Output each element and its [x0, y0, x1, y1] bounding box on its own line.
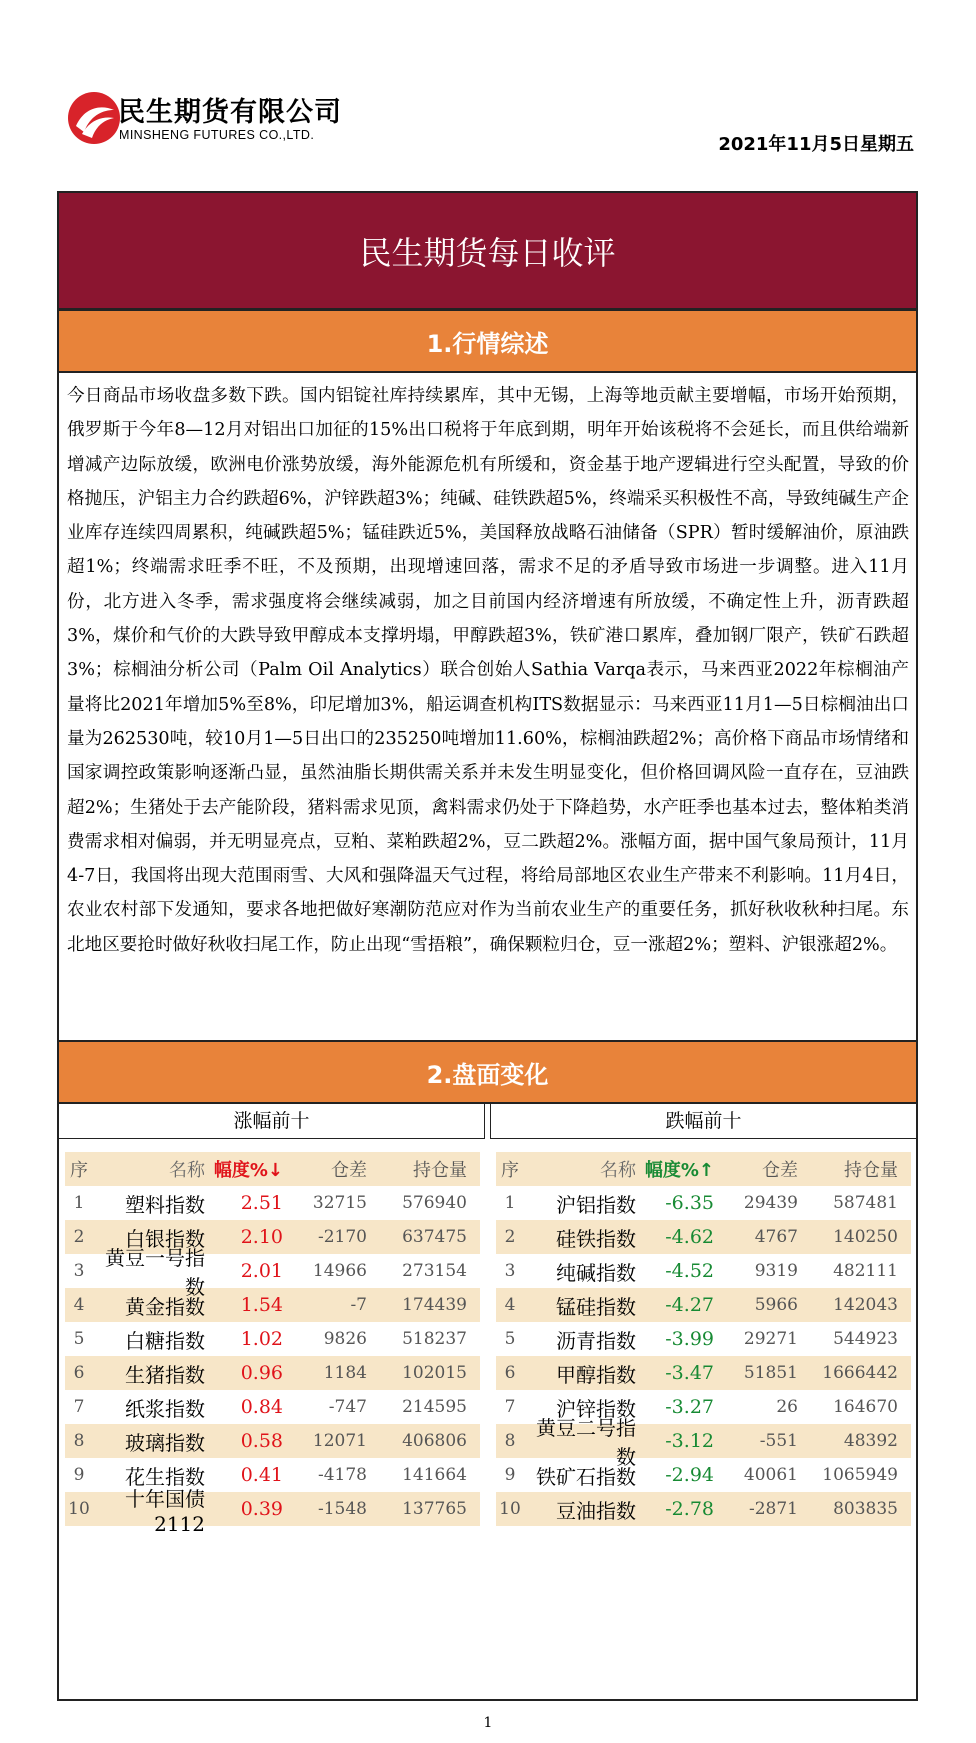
- section-market-summary-title: 1.行情综述: [59, 309, 916, 373]
- col-open-interest-cell: 273154: [402, 1261, 467, 1281]
- col-name-cell: 硅铁指数: [556, 1226, 636, 1251]
- col-index-header: 序: [501, 1160, 519, 1181]
- table-row: [496, 1254, 911, 1288]
- gainers-table-title: 涨幅前十: [59, 1104, 485, 1139]
- col-index-cell: 8: [73, 1431, 85, 1451]
- table-row: [496, 1322, 911, 1356]
- col-name-cell: 纸浆指数: [125, 1396, 205, 1421]
- col-oi-change-cell: 40061: [743, 1465, 798, 1485]
- logo-mark-icon: [66, 90, 122, 146]
- col-change-pct-header[interactable]: 幅度%↑: [644, 1160, 714, 1181]
- col-change-pct-cell: 1.54: [240, 1294, 283, 1316]
- col-name-cell: 花生指数: [125, 1464, 205, 1489]
- col-change-pct-cell: -2.78: [665, 1498, 714, 1520]
- col-index-cell: 1: [504, 1193, 516, 1213]
- col-open-interest-cell: 576940: [402, 1193, 467, 1213]
- table-row: [496, 1356, 911, 1390]
- table-row: [65, 1322, 480, 1356]
- col-oi-change-cell: 9826: [323, 1329, 367, 1349]
- report-date: 2021年11月5日星期五: [718, 134, 914, 155]
- col-name-cell: 铁矿石指数: [536, 1464, 636, 1489]
- col-change-pct-cell: 0.58: [240, 1430, 283, 1452]
- col-open-interest-cell: 174439: [402, 1295, 467, 1315]
- col-change-pct-cell: -4.52: [665, 1260, 714, 1282]
- col-name-cell: 甲醇指数: [556, 1362, 636, 1387]
- col-index-cell: 8: [504, 1431, 516, 1451]
- col-oi-change-cell: -1548: [317, 1499, 367, 1519]
- col-change-pct-cell: 2.51: [240, 1192, 283, 1214]
- col-name-cell: 黄豆一号指数: [105, 1246, 205, 1299]
- col-oi-change-cell: 29271: [743, 1329, 798, 1349]
- col-name-cell: 黄金指数: [125, 1294, 205, 1319]
- col-open-interest-cell: 137765: [402, 1499, 467, 1519]
- col-index-cell: 10: [68, 1499, 90, 1519]
- table-header-row: [65, 1152, 480, 1186]
- losers-table-title: 跌幅前十: [490, 1104, 916, 1139]
- col-open-interest-cell: 637475: [402, 1227, 467, 1247]
- col-name-cell: 沪锌指数: [556, 1396, 636, 1421]
- col-name-cell: 黄豆二号指数: [536, 1416, 636, 1469]
- col-open-interest-cell: 48392: [843, 1431, 898, 1451]
- col-index-cell: 9: [73, 1465, 85, 1485]
- col-change-pct-cell: -3.99: [665, 1328, 714, 1350]
- table-row: [65, 1186, 480, 1220]
- col-oi-change-cell: 9319: [754, 1261, 798, 1281]
- col-name-cell: 沪铝指数: [556, 1192, 636, 1217]
- col-name-cell: 沥青指数: [556, 1328, 636, 1353]
- col-index-cell: 3: [73, 1261, 85, 1281]
- col-oi-change-cell: 26: [776, 1397, 798, 1417]
- col-open-interest-cell: 164670: [833, 1397, 898, 1417]
- table-row: [496, 1186, 911, 1220]
- col-oi-change-cell: -2170: [317, 1227, 367, 1247]
- col-index-cell: 4: [73, 1295, 85, 1315]
- col-index-cell: 7: [504, 1397, 516, 1417]
- col-name-cell: 白银指数: [125, 1226, 205, 1251]
- col-oi-change-cell: 1184: [323, 1363, 367, 1383]
- col-oi-change-cell: -2871: [748, 1499, 798, 1519]
- col-change-pct-cell: 0.41: [240, 1464, 283, 1486]
- col-index-cell: 2: [504, 1227, 516, 1247]
- col-change-pct-cell: 2.10: [240, 1226, 283, 1248]
- col-index-cell: 9: [504, 1465, 516, 1485]
- report-title: 民生期货每日收评: [59, 193, 916, 310]
- col-name-cell: 纯碱指数: [556, 1260, 636, 1285]
- col-change-pct-cell: -3.27: [665, 1396, 714, 1418]
- col-oi-change-header: 仓差: [762, 1160, 798, 1181]
- col-name-cell: 玻璃指数: [125, 1430, 205, 1455]
- col-open-interest-cell: 142043: [833, 1295, 898, 1315]
- col-change-pct-cell: -2.94: [665, 1464, 714, 1486]
- col-open-interest-cell: 803835: [833, 1499, 898, 1519]
- col-open-interest-cell: 544923: [833, 1329, 898, 1349]
- col-index-cell: 3: [504, 1261, 516, 1281]
- col-index-cell: 5: [73, 1329, 85, 1349]
- table-row: [65, 1356, 480, 1390]
- col-name-cell: 白糖指数: [125, 1328, 205, 1353]
- col-change-pct-cell: 0.39: [240, 1498, 283, 1520]
- company-name-cn: 民生期货有限公司: [118, 97, 342, 128]
- col-change-pct-cell: -3.12: [665, 1430, 714, 1452]
- table-header-row: [496, 1152, 911, 1186]
- col-open-interest-cell: 140250: [833, 1227, 898, 1247]
- gainers-table: [59, 1104, 485, 1574]
- col-change-pct-cell: -4.27: [665, 1294, 714, 1316]
- col-index-cell: 1: [73, 1193, 85, 1213]
- col-name-cell: 生猪指数: [125, 1362, 205, 1387]
- col-name-cell: 豆油指数: [556, 1498, 636, 1523]
- col-index-cell: 6: [504, 1363, 516, 1383]
- col-oi-change-cell: -7: [350, 1295, 367, 1315]
- col-name-header: 名称: [600, 1160, 636, 1181]
- page-number: 1: [483, 1715, 493, 1731]
- col-name-cell: 十年国债2112: [125, 1486, 205, 1536]
- col-open-interest-cell: 587481: [833, 1193, 898, 1213]
- table-row: [496, 1416, 911, 1469]
- table-row: [65, 1486, 480, 1536]
- col-change-pct-header[interactable]: 幅度%↓: [213, 1160, 283, 1181]
- col-open-interest-header: 持仓量: [844, 1160, 898, 1181]
- col-change-pct-cell: 0.84: [240, 1396, 283, 1418]
- col-oi-change-header: 仓差: [331, 1160, 367, 1181]
- col-open-interest-cell: 406806: [402, 1431, 467, 1451]
- col-oi-change-cell: 32715: [312, 1193, 367, 1213]
- col-oi-change-cell: -4178: [317, 1465, 367, 1485]
- col-oi-change-cell: 51851: [743, 1363, 798, 1383]
- company-name-en: MINSHENG FUTURES CO.,LTD.: [119, 128, 315, 142]
- col-change-pct-cell: 2.01: [240, 1260, 283, 1282]
- col-open-interest-cell: 482111: [833, 1261, 898, 1281]
- col-open-interest-cell: 102015: [402, 1363, 467, 1383]
- market-summary-text: 今日商品市场收盘多数下跌。国内铝锭社库持续累库，其中无锡，上海等地贡献主要增幅，市场开始预期，俄罗斯于今年8—12月对铝出口加征的15%出口税将于年底到期，明年开始该税将不会延长，而且供给端新增减产边际放缓，欧洲电价涨势放缓，海外能源危机有所缓和，资金基于地产逻辑进行空头配置，导致的价格抛压，沪铝主力合约跌超6%，沪锌跌超3%；纯碱、硅铁跌超5%，终端采买积极性不高，导致纯碱生产企业库存连续四周累积，纯碱跌超5%；锰硅跌近5%，美国释放战略石油储备（SPR）暂时缓解油价，原油跌超1%；终端需求旺季不旺，不及预期，出现增速回落，需求不足的矛盾导致市场进一步调整。进入11月份，北方进入冬季，需求强度将会继续减弱，加之目前国内经济增速有所放缓，不确定性上升，沥青跌超3%，煤价和气价的大跌导致甲醇成本支撑坍塌，甲醇跌超3%，铁矿港口累库，叠加钢厂限产，铁矿石跌超3%；棕榈油分析公司（Palm Oil Analytics）联合创始人Sathia Varqa表示，马来西亚2022年棕榈油产量将比2021年增加5%至8%，印尼增加3%，船运调查机构ITS数据显示：马来西亚11月1—5日棕榈油出口量为262530吨，较10月1—5日出口的235250吨增加11.60%，棕榈油跌超2%；高价格下商品市场情绪和国家调控政策影响逐渐凸显，虽然油脂长期供需关系并未发生明显变化，但价格回调风险一直存在，豆油跌超2%；生猪处于去产能阶段，猪料需求见顶，禽料需求仍处于下降趋势，水产旺季也基本过去，整体粕类消费需求相对偏弱，并无明显亮点，豆粕、菜粕跌超2%，豆二跌超2%。涨幅方面，据中国气象局预计，11月4-7日，我国将出现大范围雨雪、大风和强降温天气过程，将给局部地区农业生产带来不利影响。11月4日，农业农村部下发通知，要求各地把做好寒潮防范应对作为当前农业生产的重要任务，抓好秋收秋种扫尾。东北地区要抢时做好秋收扫尾工作，防止出现“雪捂粮”，确保颗粒归仓，豆一涨超2%；塑料、沪银涨超2%。: [67, 386, 909, 955]
- col-oi-change-cell: -551: [759, 1431, 798, 1451]
- col-open-interest-cell: 214595: [402, 1397, 467, 1417]
- table-row: [65, 1288, 480, 1322]
- col-oi-change-cell: 14966: [312, 1261, 367, 1281]
- table-row: [496, 1492, 911, 1526]
- col-name-cell: 塑料指数: [125, 1192, 205, 1217]
- gainers-grid: [65, 1152, 480, 1536]
- table-row: [65, 1424, 480, 1458]
- col-index-cell: 4: [504, 1295, 516, 1315]
- col-change-pct-cell: -4.62: [665, 1226, 714, 1248]
- col-index-cell: 5: [504, 1329, 516, 1349]
- col-index-cell: 7: [73, 1397, 85, 1417]
- col-oi-change-cell: 4767: [754, 1227, 798, 1247]
- table-row: [496, 1458, 911, 1492]
- col-open-interest-cell: 141664: [402, 1465, 467, 1485]
- section-market-changes-title: 2.盘面变化: [59, 1040, 916, 1104]
- col-open-interest-cell: 1065949: [822, 1465, 898, 1485]
- losers-grid: [496, 1152, 911, 1526]
- col-oi-change-cell: -747: [328, 1397, 367, 1417]
- col-oi-change-cell: 12071: [312, 1431, 367, 1451]
- table-row: [65, 1246, 480, 1299]
- col-oi-change-cell: 29439: [743, 1193, 798, 1213]
- col-change-pct-cell: -6.35: [665, 1192, 714, 1214]
- report-frame: [57, 191, 918, 1701]
- col-open-interest-header: 持仓量: [413, 1160, 467, 1181]
- col-oi-change-cell: 5966: [754, 1295, 798, 1315]
- col-name-header: 名称: [169, 1160, 205, 1181]
- col-open-interest-cell: 518237: [402, 1329, 467, 1349]
- col-index-cell: 6: [73, 1363, 85, 1383]
- losers-table: [490, 1104, 916, 1574]
- col-index-cell: 10: [499, 1499, 521, 1519]
- table-row: [496, 1288, 911, 1322]
- col-change-pct-cell: -3.47: [665, 1362, 714, 1384]
- company-logo: [66, 88, 356, 150]
- col-name-cell: 锰硅指数: [556, 1294, 636, 1319]
- col-change-pct-cell: 0.96: [240, 1362, 283, 1384]
- col-open-interest-cell: 1666442: [822, 1363, 898, 1383]
- col-index-header: 序: [70, 1160, 88, 1181]
- col-change-pct-cell: 1.02: [240, 1328, 283, 1350]
- table-row: [496, 1220, 911, 1254]
- ranking-tables: [59, 1104, 916, 1574]
- table-row: [65, 1390, 480, 1424]
- col-index-cell: 2: [73, 1227, 85, 1247]
